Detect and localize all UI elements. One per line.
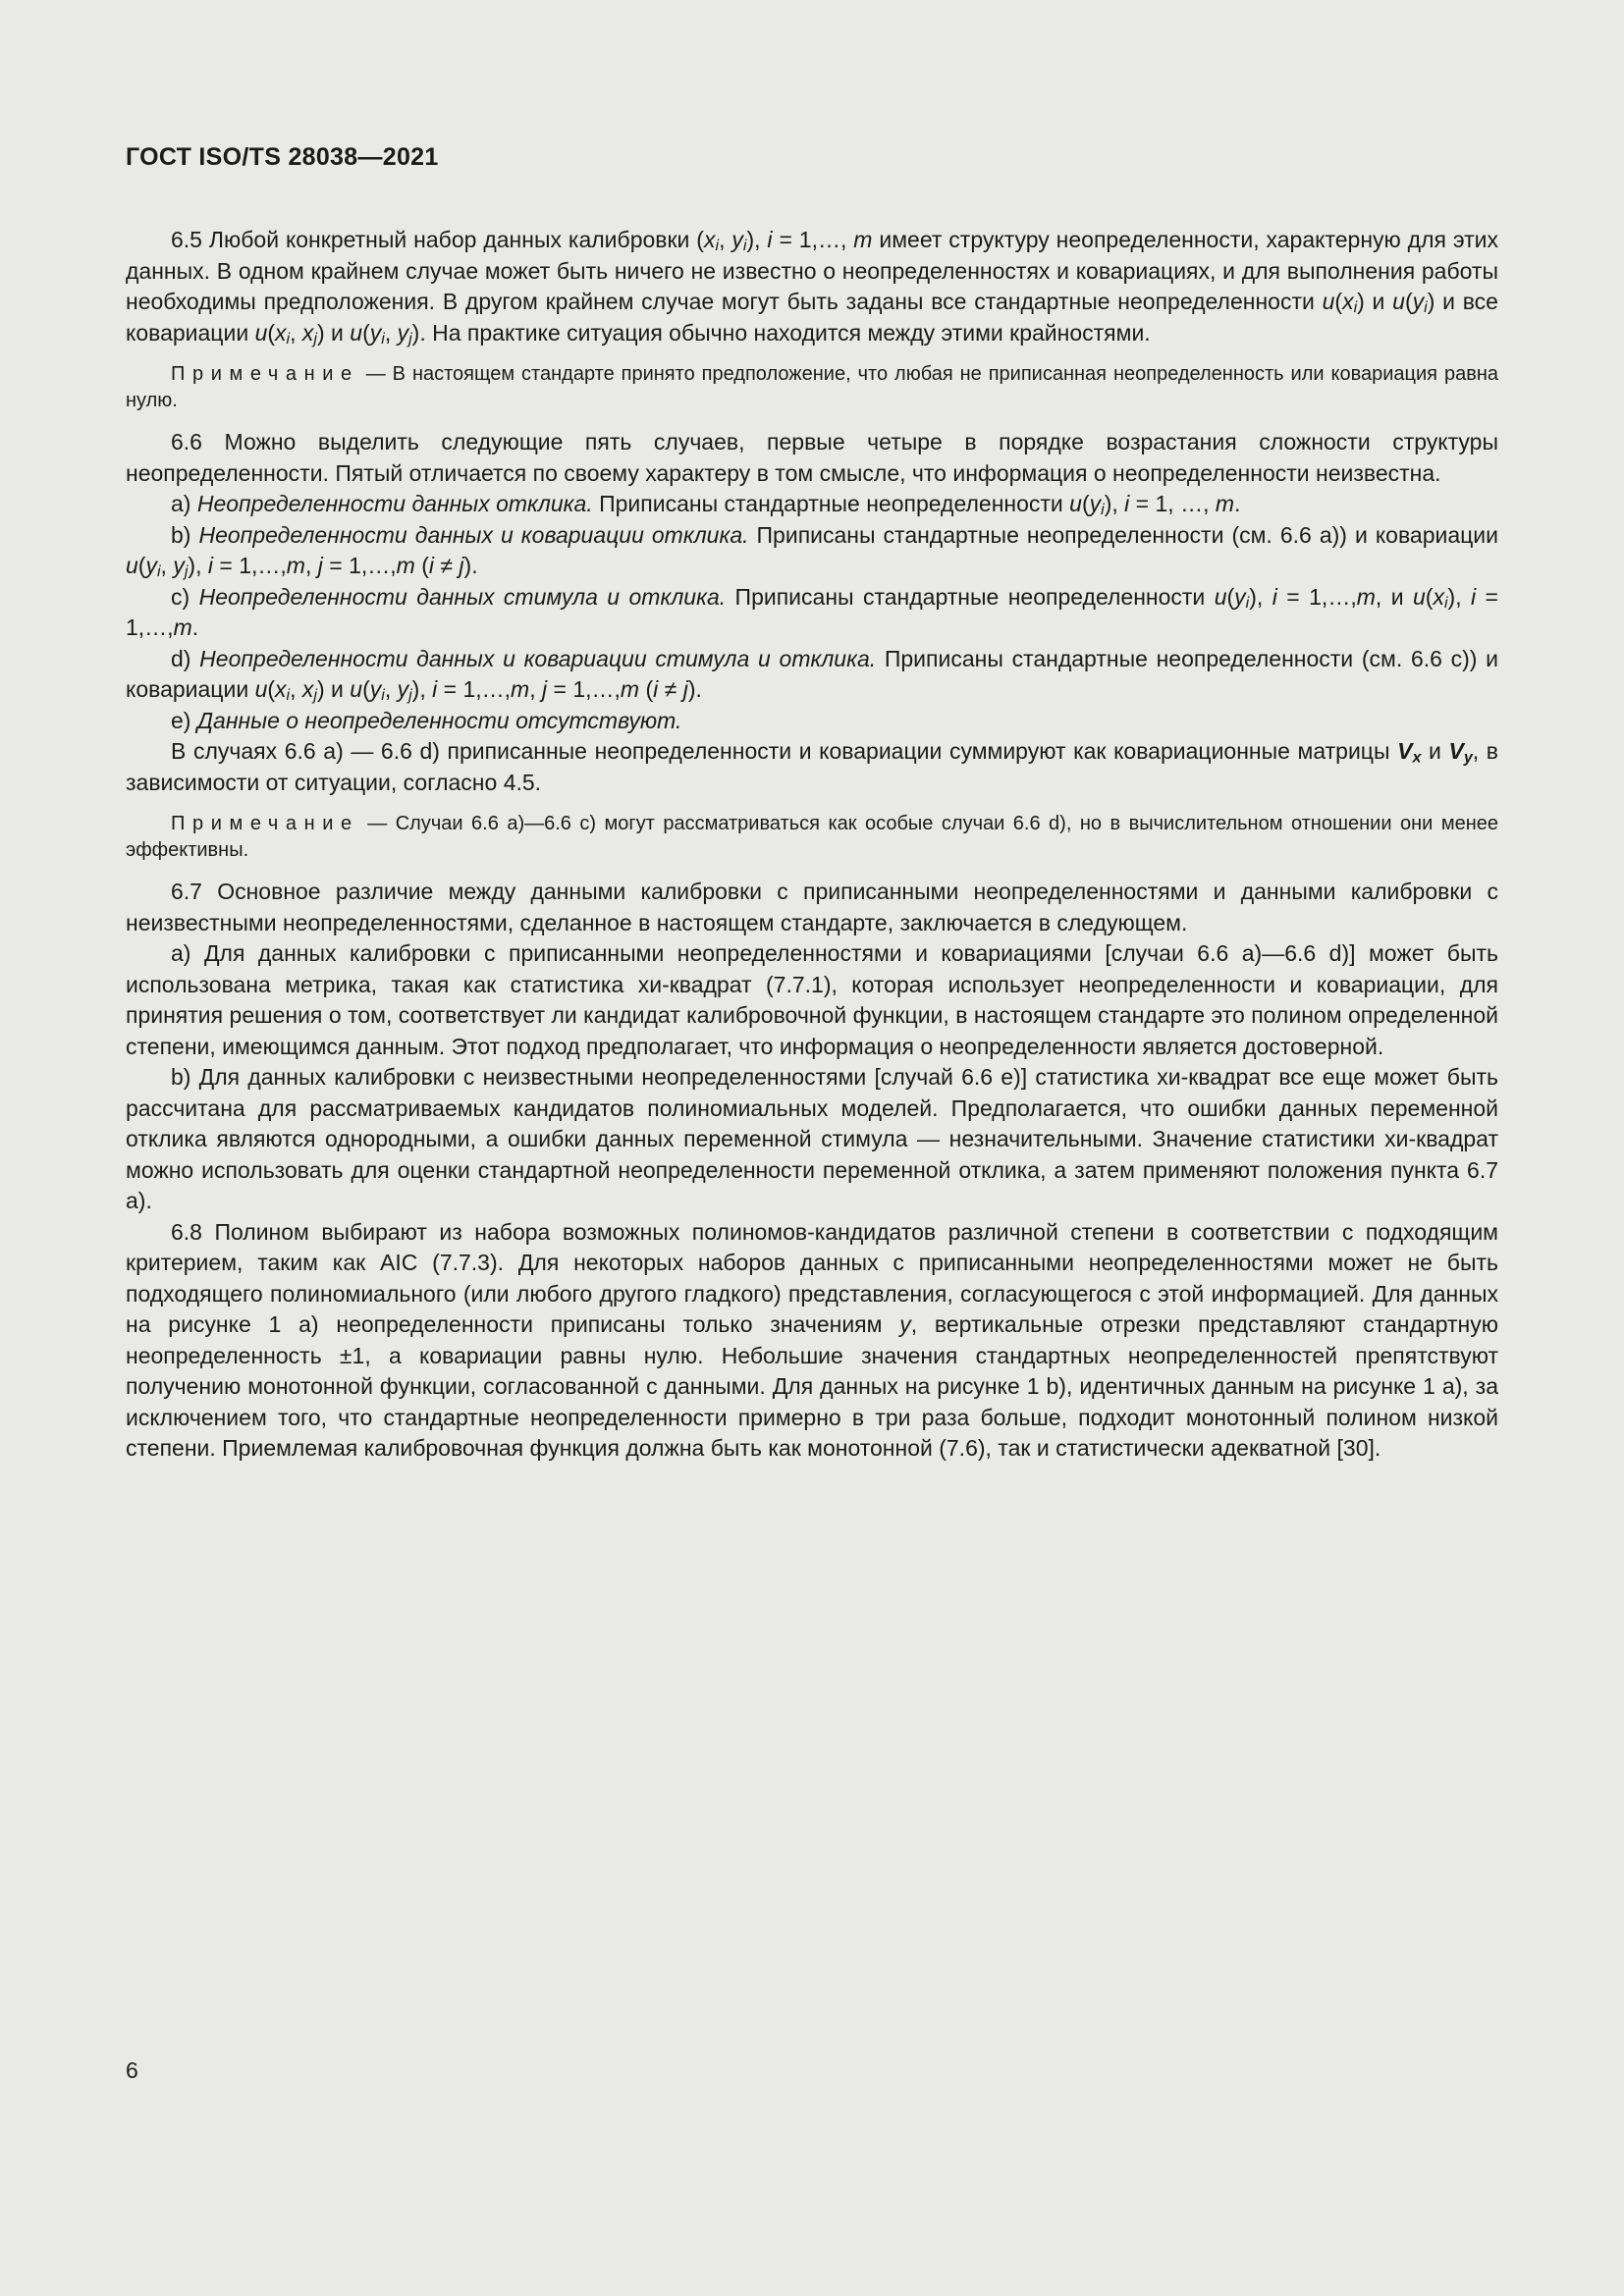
text-run: 6.8 Полином выбирают из набора возможных полиномов-кандидатов различной степени в соответствии с подходящим критерием, таким как AIC (7.7.3). Для некоторых наборов данных с приписанными неопределенностями может не быть подходящего полиномиального (или любого другого гладкого) представления, согласующегося с этой информацией. Для данных на рисунке 1 a) неопределенности приписаны только значениям (126, 1218, 1498, 1337)
text-run: j (682, 676, 688, 702)
text-run: ( (414, 553, 429, 578)
text-run: y (397, 319, 409, 346)
text-run: u (350, 319, 363, 346)
text-run: Приписаны стандартные неопределенности (726, 583, 1215, 610)
text-run: m (511, 676, 530, 702)
text-run: y (397, 676, 409, 702)
text-run: Данные о неопределенности отсутствуют. (196, 707, 682, 733)
text-run: ). (687, 676, 702, 702)
text-run: y (369, 676, 382, 702)
text-run: i (381, 685, 385, 704)
text-run: y (1412, 289, 1425, 314)
text-run: i (1443, 593, 1448, 612)
body-paragraph (126, 427, 1498, 489)
text-run: i (1124, 491, 1130, 516)
text-run: = 1,…, (126, 583, 1498, 640)
text-run: b) Для данных калибровки с неизвестными неопределенностями [случай 6.6 e)] статистика хи-квадрат все еще может быть рассчитана для рассматриваемых кандидатов полиномиальных моделей. Предполагается, что ошибки данных переменной отклика являются однородными, а ошибки данных переменной стимула — незначительными. Значение статистики хи-квадрат можно использовать для оценки стандартной неопределенности переменной отклика, а затем применяют положения пункта 6.7 a). (126, 1064, 1498, 1213)
text-run: — Случаи 6.6 a)—6.6 c) могут рассматриваться как особые случаи 6.6 d), но в вычислительном отношении они менее эффективны. (126, 813, 1498, 861)
text-run: x (1412, 748, 1422, 767)
text-run: j (542, 676, 548, 702)
text-run: m (853, 227, 873, 252)
body-paragraph (126, 1217, 1498, 1465)
text-run: y (1463, 748, 1473, 767)
text-run: ), (411, 676, 433, 702)
body-paragraph (126, 520, 1498, 582)
text-run: Примечание (171, 363, 359, 385)
text-run: = 1, …, (1129, 491, 1216, 516)
text-run: m (620, 676, 640, 702)
text-run: = 1,…, (322, 553, 397, 578)
text-run: y (369, 319, 382, 346)
text-run: ), (1104, 491, 1125, 516)
text-run: ) и (316, 676, 351, 702)
text-run: , (719, 227, 732, 252)
text-run: m (1356, 583, 1376, 610)
text-run: Приписаны стандартные неопределенности (см. 6.6 c)) и ковариации (126, 645, 1499, 702)
text-run: и (1421, 738, 1449, 764)
text-run: i (1272, 583, 1277, 610)
text-run: 6.6 Можно выделить следующие пять случаев, первые четыре в порядке возрастания сложности структуры неопределенности. Пятый отличается по своему характеру в том смысле, что информация о неопределенности неизвестна. (126, 429, 1498, 486)
text-run: , (160, 553, 174, 578)
text-run: y (1234, 583, 1246, 610)
text-run: y (173, 553, 185, 578)
document-header: ГОСТ ISO/TS 28038—2021 (126, 143, 439, 171)
text-run: Приписаны стандартные неопределенности (см. 6.6 a)) и ковариации (748, 521, 1498, 548)
text-run: ( (1425, 583, 1434, 610)
text-run: В случаях 6.6 a) — 6.6 d) приписанные неопределенности и ковариации суммируют как ковариационные матрицы (171, 738, 1398, 764)
text-run: V (1397, 738, 1413, 764)
text-run: i (286, 329, 291, 347)
text-run: i (1471, 583, 1477, 610)
text-run: 6.7 Основное различие между данными калибровки с приписанными неопределенностями и данными калибровки с неизвестными неопределенностями, сделанное в настоящем стандарте, заключается в следующем. (126, 879, 1498, 935)
body-paragraph (126, 582, 1498, 644)
text-run: ), (746, 227, 768, 252)
text-run: Неопределенности данных отклика. (196, 491, 593, 516)
text-run: i (156, 561, 161, 580)
text-run: = 1,…, (212, 553, 287, 578)
text-run: = 1,…, (437, 676, 512, 702)
body-paragraph (126, 736, 1498, 798)
text-run: m (396, 553, 415, 578)
body-paragraph (126, 938, 1498, 1062)
text-run: ( (267, 319, 276, 346)
text-run: c) (171, 583, 199, 610)
text-run: y (899, 1311, 911, 1337)
text-run: ( (362, 676, 370, 702)
text-run: ). На практике ситуация обычно находится между этими крайностями. (411, 319, 1151, 346)
text-run: a) Для данных калибровки с приписанными неопределенностями и ковариациями [случаи 6.6 a)—6.6 d)] может быть использована метрика, такая как статистика хи-квадрат (7.7.1), которая использует неопределенности и ковариации, для принятия решения о том, соответствует ли кандидат калибровочной функции, в настоящем стандарте это полином определенной степени, имеющимся данным. Этот подход предполагает, что информация о неопределенности является достоверной. (126, 940, 1498, 1059)
text-run: ( (1404, 289, 1413, 314)
text-run: u (350, 676, 363, 702)
text-run: i (715, 236, 720, 254)
text-run: V (1448, 738, 1464, 764)
text-run: ( (267, 676, 276, 702)
text-run: m (1215, 491, 1235, 516)
text-run: Приписаны стандартные неопределенности (592, 491, 1070, 516)
text-run: j (408, 685, 412, 704)
text-run: x (275, 676, 287, 702)
page-number: 6 (126, 2057, 138, 2083)
text-run: i (432, 676, 438, 702)
text-run: ≠ (434, 553, 460, 578)
text-run: e) (171, 707, 197, 733)
text-run: u (254, 676, 268, 702)
text-run: ≠ (658, 676, 683, 702)
text-run: = 1,…, (547, 676, 621, 702)
text-run: j (408, 329, 412, 347)
text-run: m (173, 614, 192, 640)
text-run: i (1424, 297, 1428, 316)
body-paragraph (126, 644, 1498, 706)
text-run: i (1101, 500, 1105, 518)
text-run: i (1353, 297, 1358, 316)
text-run: , (384, 676, 398, 702)
body-paragraph (126, 489, 1498, 520)
text-run: , (290, 319, 302, 346)
text-run: j (313, 329, 317, 347)
text-run: u (1412, 583, 1426, 610)
text-run: x (703, 227, 716, 252)
text-run: m (286, 553, 305, 578)
text-run: j (317, 553, 323, 578)
text-run: , (304, 553, 318, 578)
text-run: ( (639, 676, 654, 702)
text-run: i (653, 676, 659, 702)
text-run: x (1433, 583, 1444, 610)
text-run: ) и все ковариации (126, 289, 1498, 346)
text-run: ) и (1357, 289, 1393, 314)
text-run: x (275, 319, 287, 346)
text-run: . (191, 614, 199, 640)
text-run: u (1322, 289, 1335, 314)
text-run: ) и (316, 319, 351, 346)
text-run: 6.5 Любой конкретный набор данных калибровки ( (171, 227, 704, 252)
text-run: j (313, 685, 317, 704)
text-run: Неопределенности данных и ковариации стимула и отклика. (199, 645, 877, 671)
text-run: Неопределенности данных стимула и отклика. (198, 583, 727, 610)
text-run: = 1,…, (772, 227, 854, 252)
text-run: u (1392, 289, 1405, 314)
text-run: ( (1226, 583, 1235, 610)
text-run: . (1234, 491, 1241, 516)
text-run: , (384, 319, 398, 346)
text-run: имеет структуру неопределенности, характерную для этих данных. В одном крайнем случае может быть ничего не известно о неопределенностях и ковариациях, и для выполнения работы необходимы предположения. В другом крайнем случае могут быть заданы все стандартные неопределенности (126, 227, 1498, 314)
text-run: ( (362, 319, 370, 346)
text-run: ( (137, 553, 146, 578)
text-run: ( (1334, 289, 1343, 314)
text-run: u (254, 319, 268, 346)
text-run: u (126, 553, 138, 578)
text-run: = 1,…, (1276, 583, 1357, 610)
text-run: , (529, 676, 542, 702)
text-run: , и (1375, 583, 1413, 610)
text-run: — В настоящем стандарте принято предположение, что любая не приписанная неопределенность или ковариация равна нулю. (126, 363, 1498, 411)
text-run: i (381, 329, 385, 347)
text-run: ), (1447, 583, 1472, 610)
body-paragraph (126, 225, 1498, 348)
text-run: x (301, 676, 314, 702)
note-paragraph (126, 811, 1498, 864)
body-paragraph (126, 1062, 1498, 1217)
text-run: i (767, 227, 773, 252)
text-run: y (1089, 491, 1102, 516)
text-run: Неопределенности данных и ковариации отклика. (198, 521, 749, 548)
text-run: , в зависимости от ситуации, согласно 4.5. (126, 738, 1498, 795)
text-run: j (459, 553, 464, 578)
body-paragraph (126, 877, 1498, 938)
text-run: i (742, 236, 747, 254)
text-run: x (301, 319, 314, 346)
text-run: ), (188, 553, 208, 578)
body-paragraph (126, 706, 1498, 737)
text-run: u (1069, 491, 1082, 516)
text-run: , (290, 676, 302, 702)
text-run: , вертикальные отрезки представляют стандартную неопределенность ±1, а ковариации равны нулю. Небольшие значения стандартных неопределенностей препятствуют получению монотонной функции, согласованной с данными. Для данных на рисунке 1 b), идентичных данным на рисунке 1 a), за исключением того, что стандартные неопределенности примерно в три раза больше, подходит монотонный полином низкой степени. Приемлемая калибровочная функция должна быть как монотонной (7.6), так и статистически адекватной [30]. (126, 1311, 1498, 1461)
text-run: i (286, 685, 291, 704)
text-run: Примечание (171, 813, 359, 834)
text-run: a) (171, 491, 197, 516)
document-body (126, 225, 1498, 1465)
text-run: u (1214, 583, 1227, 610)
text-run: x (1342, 289, 1354, 314)
text-run: i (207, 553, 213, 578)
text-run: ( (1081, 491, 1090, 516)
text-run: j (184, 561, 189, 580)
text-run: y (145, 553, 157, 578)
note-paragraph (126, 361, 1498, 414)
text-run: ), (1249, 583, 1272, 610)
text-run: d) (171, 645, 200, 671)
text-run: i (1245, 593, 1250, 612)
text-run: i (428, 553, 435, 578)
text-run: ). (463, 553, 478, 578)
text-run: y (731, 227, 743, 252)
text-run: b) (171, 521, 199, 548)
